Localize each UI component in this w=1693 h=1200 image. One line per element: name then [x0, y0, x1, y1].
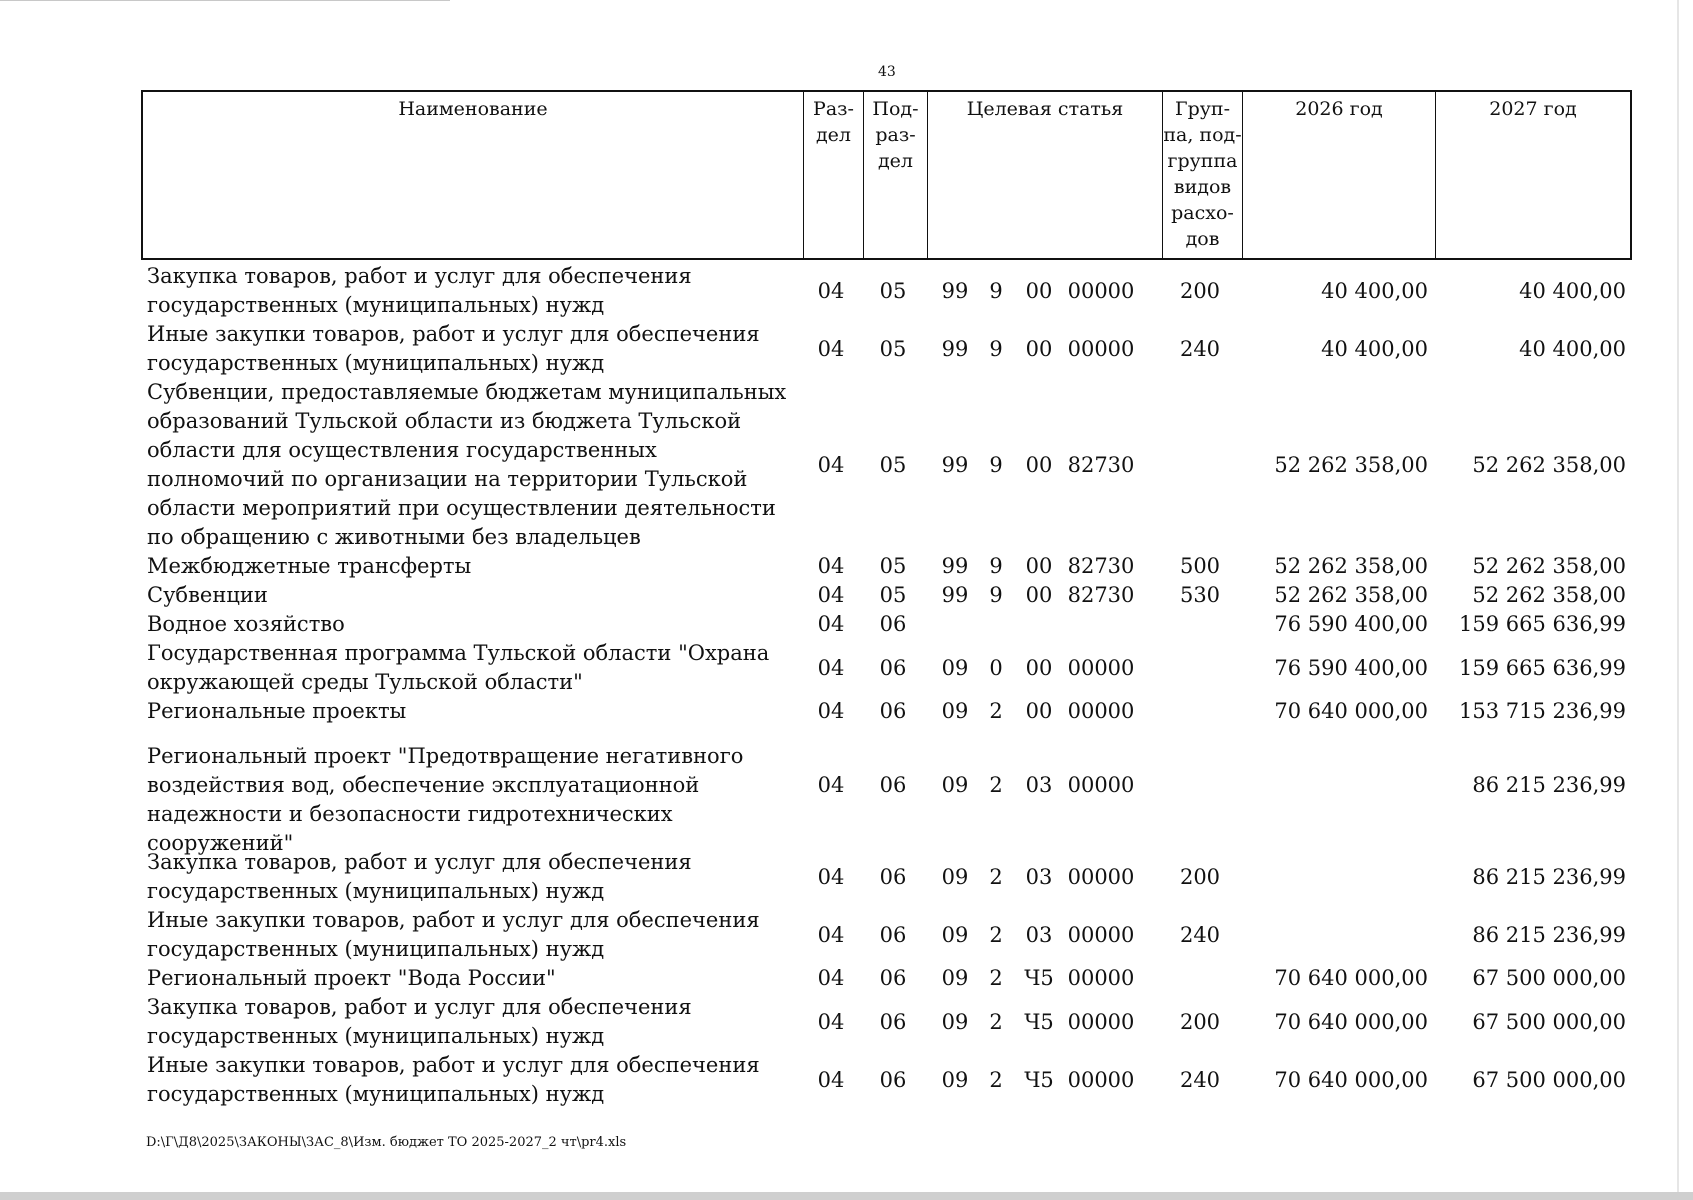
row-name: Региональный проект "Предотвращение негативного воздействия вод, обеспечение эксплуатационной надежности и безопасности гидротехнических сооружений": [147, 744, 744, 855]
cell-y2027: 67 500 000,00: [1472, 966, 1626, 990]
cell-cs2: 2: [989, 922, 1003, 947]
page-number: 43: [878, 64, 896, 80]
cell-y2027: 52 262 358,00: [1472, 583, 1626, 607]
header-podrazdel-line: дел: [877, 150, 913, 172]
header-group-line: видов: [1173, 176, 1232, 198]
cell-podrazdel: 06: [879, 864, 907, 889]
cell-cs3: 03: [1025, 922, 1053, 947]
cell-group: 530: [1179, 583, 1221, 607]
cell-podrazdel: 05: [879, 452, 907, 477]
cell-cs2: 9: [989, 554, 1003, 578]
header-2026-text: 2026 год: [1295, 98, 1383, 120]
cell-cs2: 2: [989, 966, 1003, 990]
header-name: [143, 92, 803, 258]
cell-cs3: 00: [1025, 554, 1053, 578]
table-row: [141, 1051, 1632, 1109]
cell-razdel: 04: [817, 554, 845, 578]
cell-podrazdel: 06: [879, 922, 907, 947]
cell-podrazdel: 06: [879, 1067, 907, 1092]
cell-podrazdel: 06: [879, 773, 907, 797]
header-2027-text: 2027 год: [1489, 98, 1577, 120]
cell-y2027: 86 215 236,99: [1472, 922, 1626, 947]
cell-y2026: 76 590 400,00: [1274, 612, 1428, 636]
header-2026: [1242, 92, 1435, 258]
cell-cs1: 99: [941, 336, 969, 361]
cell-razdel: 04: [817, 864, 845, 889]
cell-podrazdel: 06: [879, 1009, 907, 1034]
cell-y2027: 52 262 358,00: [1472, 554, 1626, 578]
cell-y2027: 159 665 636,99: [1459, 612, 1626, 636]
cell-cs2: 9: [989, 336, 1003, 361]
cell-razdel: 04: [817, 922, 845, 947]
cell-cs1: 09: [941, 1009, 969, 1034]
table-row: [141, 581, 1632, 610]
cell-y2027: 159 665 636,99: [1459, 655, 1626, 680]
cell-razdel: 04: [817, 1009, 845, 1034]
header-podrazdel-line: Под-: [872, 98, 919, 120]
table-row: [141, 262, 1632, 320]
table-header: [141, 90, 1632, 260]
header-podrazdel: [863, 92, 927, 258]
row-name: Водное хозяйство: [147, 612, 345, 636]
scan-edge-right: [1677, 0, 1679, 1200]
cell-cs2: 9: [989, 583, 1003, 607]
cell-y2027: 40 400,00: [1519, 278, 1626, 303]
table-row: [141, 742, 1632, 855]
table-row: [141, 320, 1632, 378]
header-podrazdel-line: раз-: [875, 124, 916, 146]
cell-cs1: 99: [941, 554, 969, 578]
cell-cs1: 99: [941, 278, 969, 303]
cell-cs2: 0: [989, 655, 1003, 680]
header-2027: [1435, 92, 1630, 258]
cell-y2026: 70 640 000,00: [1274, 1009, 1428, 1034]
cell-group: 240: [1179, 336, 1221, 361]
header-razdel-line: Раз-: [813, 98, 854, 120]
cell-y2027: 67 500 000,00: [1472, 1067, 1626, 1092]
cell-cs1: 99: [941, 583, 969, 607]
cell-razdel: 04: [817, 452, 845, 477]
cell-group: 240: [1179, 922, 1221, 947]
row-name: Иные закупки товаров, работ и услуг для обеспечения государственных (муниципальных) нужд: [147, 908, 760, 961]
cell-cs4: 82730: [1067, 554, 1135, 578]
cell-cs3: 00: [1025, 655, 1053, 680]
cell-cs3: 03: [1025, 864, 1053, 889]
header-group-line: расхо-: [1171, 202, 1234, 224]
header-group-line: Груп-: [1174, 98, 1230, 120]
cell-razdel: 04: [817, 612, 845, 636]
cell-razdel: 04: [817, 655, 845, 680]
table-row: [141, 906, 1632, 964]
cell-cs3: Ч5: [1024, 1009, 1054, 1034]
row-name: Закупка товаров, работ и услуг для обеспечения государственных (муниципальных) нужд: [147, 850, 692, 903]
row-name: Иные закупки товаров, работ и услуг для обеспечения государственных (муниципальных) нужд: [147, 322, 760, 375]
cell-group: 240: [1179, 1067, 1221, 1092]
cell-y2026: 76 590 400,00: [1274, 655, 1428, 680]
cell-cs1: 09: [941, 655, 969, 680]
row-name: Государственная программа Тульской области "Охрана окружающей среды Тульской области": [147, 641, 770, 694]
cell-cs3: 00: [1025, 278, 1053, 303]
cell-cs4: 00000: [1067, 922, 1135, 947]
row-name: Иные закупки товаров, работ и услуг для обеспечения государственных (муниципальных) нужд: [147, 1053, 760, 1106]
cell-cs1: 09: [941, 699, 969, 723]
cell-cs4: 00000: [1067, 773, 1135, 797]
table-row: [141, 993, 1632, 1051]
cell-cs2: 2: [989, 864, 1003, 889]
cell-y2026: 40 400,00: [1321, 278, 1428, 303]
cell-y2026: 52 262 358,00: [1274, 583, 1428, 607]
cell-y2026: 52 262 358,00: [1274, 554, 1428, 578]
cell-cs3: 00: [1025, 699, 1053, 723]
cell-cs1: 09: [941, 1067, 969, 1092]
cell-y2027: 67 500 000,00: [1472, 1009, 1626, 1034]
cell-cs1: 99: [941, 452, 969, 477]
cell-y2026: 70 640 000,00: [1274, 1067, 1428, 1092]
cell-cs3: 00: [1025, 583, 1053, 607]
footer-file-path: D:\Г\Д8\2025\ЗАКОНЫ\ЗАС_8\Изм. бюджет ТО 2025-2027_2 чт\pr4.xls: [146, 1135, 627, 1150]
header-name-text: Наименование: [398, 98, 548, 120]
cell-cs2: 9: [989, 278, 1003, 303]
cell-cs1: 09: [941, 773, 969, 797]
table-row: [141, 610, 1632, 639]
cell-group: 500: [1179, 554, 1221, 578]
cell-razdel: 04: [817, 773, 845, 797]
cell-cs4: 00000: [1067, 1067, 1135, 1092]
cell-y2026: 70 640 000,00: [1274, 699, 1428, 723]
header-target-text: Целевая статья: [966, 98, 1124, 120]
cell-podrazdel: 06: [879, 612, 907, 636]
cell-podrazdel: 06: [879, 966, 907, 990]
cell-cs1: 09: [941, 922, 969, 947]
cell-razdel: 04: [817, 278, 845, 303]
cell-cs2: 2: [989, 1009, 1003, 1034]
row-name: Субвенции: [147, 583, 268, 607]
table-row: [141, 964, 1632, 993]
row-name: Региональные проекты: [147, 699, 407, 723]
cell-y2027: 86 215 236,99: [1472, 773, 1626, 797]
cell-cs4: 00000: [1067, 1009, 1135, 1034]
cell-cs2: 9: [989, 452, 1003, 477]
cell-y2026: 52 262 358,00: [1274, 452, 1428, 477]
cell-y2026: 40 400,00: [1321, 336, 1428, 361]
cell-razdel: 04: [817, 583, 845, 607]
cell-podrazdel: 05: [879, 554, 907, 578]
table-row: [141, 552, 1632, 581]
table-row: [141, 697, 1632, 726]
table-row: [141, 378, 1632, 552]
cell-cs4: 00000: [1067, 966, 1135, 990]
cell-cs3: 00: [1025, 336, 1053, 361]
row-name: Субвенции, предоставляемые бюджетам муниципальных образований Тульской области из бюджета Тульской области для осуществления государственных полномочий по организации на территории Тульской области мероприятий при осуществлении деятельности по обращению с животными без владельцев: [147, 380, 787, 549]
header-group-line: дов: [1185, 228, 1220, 250]
cell-cs4: 00000: [1067, 278, 1135, 303]
cell-y2027: 86 215 236,99: [1472, 864, 1626, 889]
cell-cs4: 82730: [1067, 583, 1135, 607]
cell-cs4: 82730: [1067, 452, 1135, 477]
cell-y2027: 153 715 236,99: [1459, 699, 1626, 723]
cell-cs4: 00000: [1067, 864, 1135, 889]
row-name: Межбюджетные трансферты: [147, 554, 472, 578]
cell-group: 200: [1179, 864, 1221, 889]
cell-razdel: 04: [817, 699, 845, 723]
cell-y2026: 70 640 000,00: [1274, 966, 1428, 990]
cell-cs3: 00: [1025, 452, 1053, 477]
row-name: Закупка товаров, работ и услуг для обеспечения государственных (муниципальных) нужд: [147, 264, 692, 317]
header-razdel-line: дел: [815, 124, 851, 146]
header-target: [927, 92, 1162, 258]
cell-razdel: 04: [817, 336, 845, 361]
cell-cs2: 2: [989, 773, 1003, 797]
header-group-line: па, под-: [1163, 124, 1242, 146]
scan-edge-bottom: [0, 1192, 1693, 1200]
cell-cs1: 09: [941, 864, 969, 889]
cell-group: 200: [1179, 1009, 1221, 1034]
header-razdel: [803, 92, 863, 258]
row-name: Региональный проект "Вода России": [147, 966, 556, 990]
cell-group: 200: [1179, 278, 1221, 303]
cell-y2027: 52 262 358,00: [1472, 452, 1626, 477]
cell-y2027: 40 400,00: [1519, 336, 1626, 361]
header-group-line: группа: [1167, 150, 1238, 172]
cell-razdel: 04: [817, 1067, 845, 1092]
cell-cs3: Ч5: [1024, 966, 1054, 990]
cell-podrazdel: 05: [879, 583, 907, 607]
cell-cs4: 00000: [1067, 699, 1135, 723]
cell-cs4: 00000: [1067, 336, 1135, 361]
cell-cs2: 2: [989, 699, 1003, 723]
table-row: [141, 848, 1632, 906]
cell-razdel: 04: [817, 966, 845, 990]
cell-cs1: 09: [941, 966, 969, 990]
scan-edge-top: [0, 0, 450, 1]
cell-cs3: 03: [1025, 773, 1053, 797]
row-name: Закупка товаров, работ и услуг для обеспечения государственных (муниципальных) нужд: [147, 995, 692, 1048]
cell-cs4: 00000: [1067, 655, 1135, 680]
cell-podrazdel: 05: [879, 336, 907, 361]
table-row: [141, 639, 1632, 697]
header-group: [1162, 92, 1242, 258]
cell-podrazdel: 05: [879, 278, 907, 303]
cell-cs2: 2: [989, 1067, 1003, 1092]
cell-podrazdel: 06: [879, 699, 907, 723]
cell-podrazdel: 06: [879, 655, 907, 680]
cell-cs3: Ч5: [1024, 1067, 1054, 1092]
